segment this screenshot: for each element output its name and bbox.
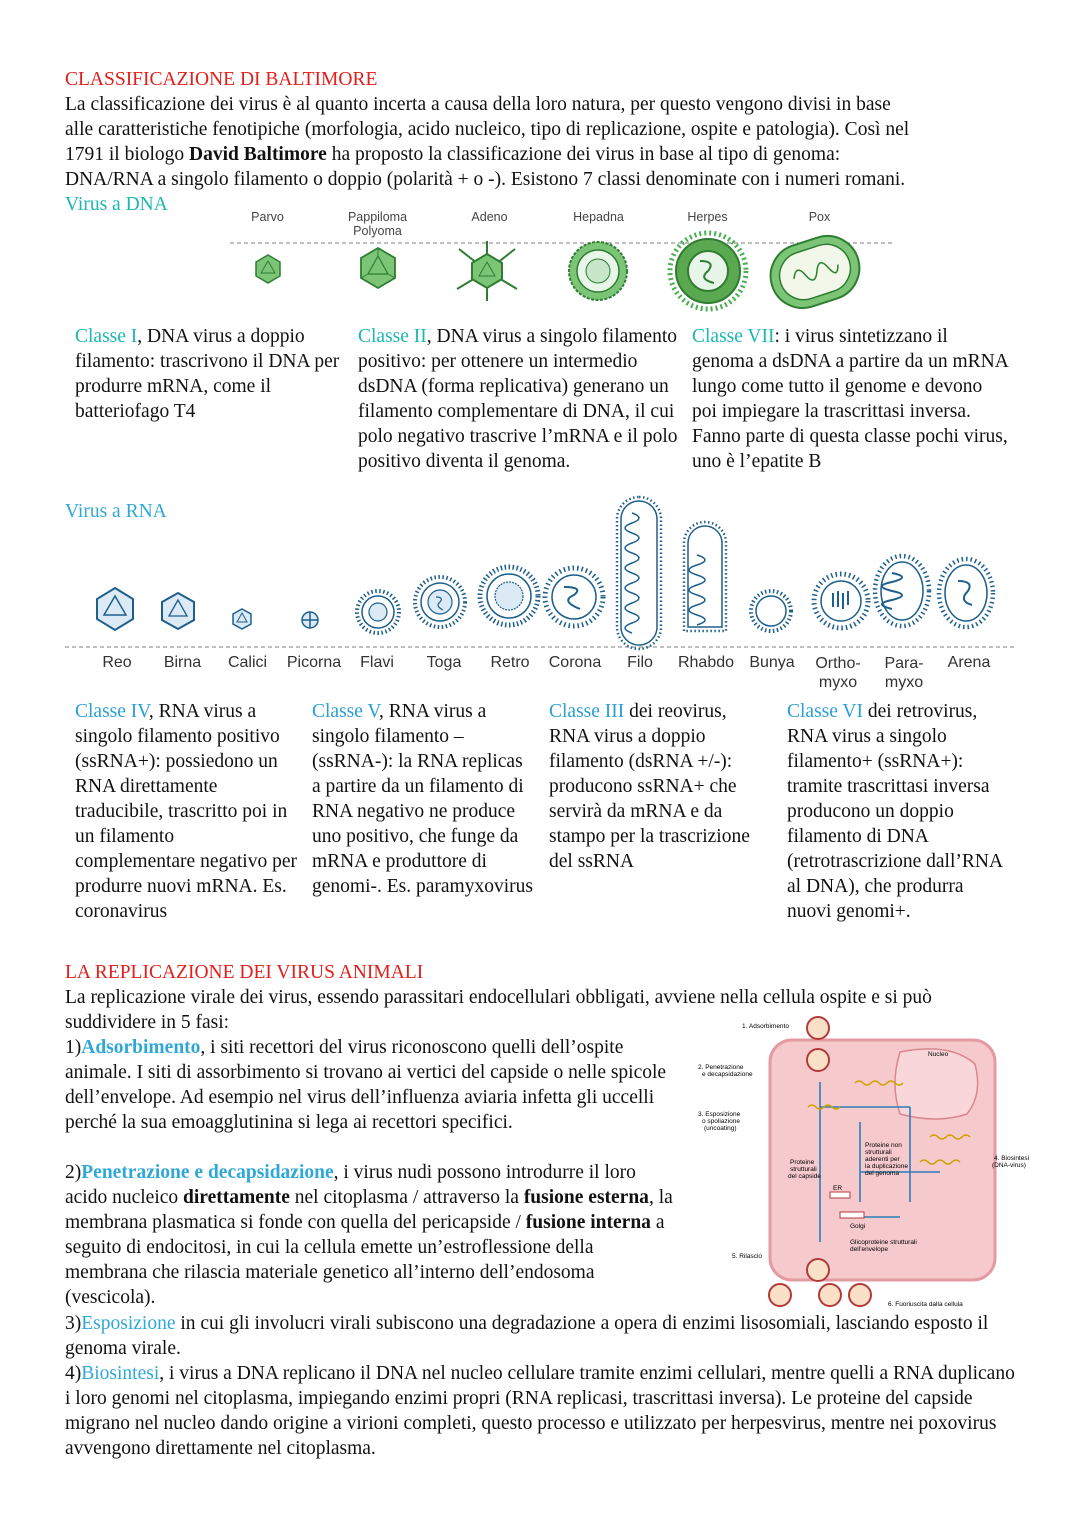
- bunya-virus-icon: [751, 591, 791, 631]
- class-II-block: [358, 324, 678, 474]
- replication-intro: La replicazione virale dei virus, essendo parassitari endocellulari obbligati, avviene nella cellula ospite e si può suddividere in 5 fasi:: [65, 987, 932, 1033]
- herpes-virus-icon: [670, 233, 746, 309]
- step-name: Biosintesi: [81, 1363, 160, 1384]
- class-text: , RNA virus a singolo filamento positivo (ssRNA+): possiedono un RNA direttamente traducibile, trascritto poi in un filamento complementare negativo per produrre nuovi mRNA. Es. coronavirus: [75, 701, 297, 922]
- class-name: Classe III: [549, 701, 625, 722]
- rna-virus-illustration: [60, 495, 1020, 655]
- class-text: , RNA virus a singolo filamento – (ssRNA-): la RNA replicas a partire da un filamento di RNA negativo ne produce uno positivo, che funge da mRNA e produttore di genomi-. Es. paramyxovirus: [312, 701, 533, 897]
- virion-icon: [819, 1284, 841, 1306]
- pox-virus-icon: [762, 228, 867, 317]
- family-label: Hepadna: [573, 210, 624, 224]
- step-text: , i virus a DNA replicano il DNA nel nucleo cellulare tramite enzimi cellulari, mentre quelli a RNA duplicano i loro genomi nel citoplasma, impiegando enzimi propri (RNA replicasi, trascrittasi inversa). Le proteine del capside migrano nel nucleo dando origine a virioni completi, questo processo e utilizzato per herpesvirus, mentre nei poxovirus avvengono direttamente nel citoplasma.: [65, 1363, 1015, 1459]
- step-3: [65, 1311, 1020, 1361]
- diagram-label: Proteine: [790, 1159, 815, 1166]
- diagram-label: 1. Adsorbimento: [742, 1023, 789, 1030]
- virion-icon: [807, 1259, 829, 1281]
- class-name: Classe II: [358, 326, 427, 347]
- retro-virus-icon: [480, 567, 538, 625]
- diagram-label: o spoliazione: [702, 1118, 740, 1125]
- calici-virus-icon: [233, 609, 251, 629]
- family-label-line: Para-: [884, 655, 924, 672]
- parvo-virus-icon: [256, 255, 280, 283]
- class-VI-block: [787, 699, 1009, 924]
- class-III-block: [549, 699, 771, 874]
- family-label: Retro: [490, 654, 530, 671]
- family-label: [808, 654, 868, 692]
- papilloma-virus-icon: [361, 248, 395, 288]
- diagram-label: 4. Biosintesi: [994, 1155, 1030, 1162]
- step-name: Adsorbimento: [81, 1037, 201, 1058]
- family-label: Picorna: [286, 654, 342, 671]
- reo-virus-icon: [97, 588, 133, 630]
- flavi-virus-icon: [357, 591, 399, 633]
- family-label: Birna: [163, 654, 202, 671]
- picorna-virus-icon: [302, 612, 318, 628]
- diagram-label: 3. Esposizione: [698, 1111, 741, 1118]
- diagram-label: Proteine non: [865, 1142, 902, 1149]
- adeno-virus-icon: [457, 241, 517, 301]
- diagram-label: del genoma: [865, 1170, 899, 1177]
- diagram-label: e decapsidazione: [702, 1071, 753, 1078]
- step-text: a seguito di endocitosi, in cui la cellula emette un’estroflessione della membrana che rilascia materiale genetico all’interno dell’endosoma (vescicola).: [65, 1212, 665, 1308]
- family-label: Reo: [102, 654, 132, 671]
- diagram-label: del capside: [788, 1173, 821, 1180]
- step-text: , i virus nudi possono introdurre il loro acido nucleico: [65, 1162, 636, 1208]
- step-number: 1): [65, 1037, 82, 1058]
- class-name: Classe V: [312, 701, 380, 722]
- step-name: Esposizione: [81, 1313, 176, 1334]
- intro-text: ha proposto la classificazione dei virus in base al tipo di genoma:: [326, 144, 841, 165]
- diagram-label: strutturali: [790, 1166, 817, 1173]
- family-label: Adeno: [471, 210, 508, 224]
- diagram-label: dell’envelope: [850, 1246, 888, 1253]
- step-text: , la membrana plasmatica si fonde con quella del pericapside /: [65, 1187, 673, 1233]
- class-VII-block: [692, 324, 1012, 474]
- class-name: Classe IV: [75, 701, 149, 722]
- step-text: nel citoplasma / attraverso la: [289, 1187, 524, 1208]
- step-number: 4): [65, 1363, 82, 1384]
- family-label: Herpes: [687, 210, 728, 224]
- family-label: Arena: [947, 654, 991, 671]
- diagram-label: strutturali: [865, 1149, 892, 1156]
- family-label: Filo: [627, 654, 653, 671]
- step-bold: fusione interna: [525, 1212, 651, 1233]
- class-text: : i virus sintetizzano il genoma a dsDNA a partire da un mRNA lungo come tutto il genome e devono poi impiegare la trascrittasi inversa. Fanno parte di questa classe pochi virus, uno è l’epatite B: [692, 326, 1008, 472]
- replication-title: LA REPLICAZIONE DEI VIRUS ANIMALI: [65, 962, 424, 983]
- step-number: 2): [65, 1162, 82, 1183]
- diagram-label: Nucleo: [928, 1051, 949, 1058]
- er-membrane: [830, 1192, 850, 1198]
- birna-virus-icon: [162, 593, 194, 629]
- virion-icon: [849, 1284, 871, 1306]
- diagram-label: aderenti per: [865, 1156, 900, 1163]
- diagram-label: ER: [833, 1185, 843, 1192]
- step-1: [65, 1035, 677, 1135]
- class-I-block: [75, 324, 345, 424]
- intro-line: [65, 142, 1025, 167]
- rna-heading: Virus a RNA: [65, 501, 167, 522]
- diagram-label: 6. Fuoriuscita dalla cellula: [888, 1301, 963, 1308]
- hepadna-virus-icon: [569, 242, 627, 300]
- nucleus: [895, 1049, 978, 1119]
- family-label-line: myxo: [818, 674, 858, 691]
- class-name: Classe VI: [787, 701, 864, 722]
- toga-virus-icon: [415, 577, 465, 627]
- class-text: , DNA virus a doppio filamento: trascrivono il DNA per produrre mRNA, come il batteriofago T4: [75, 326, 340, 422]
- class-name: Classe VII: [692, 326, 775, 347]
- diagram-label: Golgi: [850, 1223, 866, 1230]
- step-2: [65, 1160, 677, 1310]
- step-4: [65, 1361, 1020, 1461]
- virion-icon: [769, 1284, 791, 1306]
- virion-icon: [807, 1017, 829, 1039]
- arena-virus-icon: [939, 559, 993, 627]
- family-label-line: Pappiloma: [347, 210, 408, 224]
- page-title: CLASSIFICAZIONE DI BALTIMORE: [65, 69, 378, 90]
- paramyxo-virus-icon: [875, 556, 929, 626]
- class-IV-block: [75, 699, 297, 924]
- family-label: [876, 654, 932, 692]
- orthomyxo-virus-icon: [814, 574, 868, 628]
- intro-line: La classificazione dei virus è al quanto incerta a causa della loro natura, per questo vengono divisi in base: [65, 94, 891, 115]
- step-bold: fusione esterna: [523, 1187, 649, 1208]
- intro-line: DNA/RNA a singolo filamento o doppio (polarità + o -). Esistono 7 classi denominate con i numeri romani.: [65, 169, 906, 190]
- golgi-membrane: [840, 1212, 864, 1218]
- family-label: Bunya: [749, 654, 795, 671]
- diagram-label: 2. Penetrazione: [698, 1064, 744, 1071]
- step-name: Penetrazione e decapsidazione: [81, 1162, 334, 1183]
- dna-virus-illustration: [225, 228, 905, 323]
- family-label-line: myxo: [884, 674, 924, 691]
- intro-paragraph: [65, 92, 1025, 192]
- diagram-label: Glicoproteine strutturali: [850, 1239, 917, 1246]
- dna-heading: Virus a DNA: [65, 194, 168, 215]
- family-label: Rhabdo: [677, 654, 735, 671]
- intro-text: 1791 il biologo: [65, 144, 190, 165]
- diagram-label: la duplicazione: [865, 1163, 909, 1170]
- family-label: Pox: [808, 210, 831, 224]
- family-label: Calici: [227, 654, 268, 671]
- class-V-block: [312, 699, 534, 899]
- replication-cycle-diagram: [690, 1012, 1030, 1312]
- class-text: , DNA virus a singolo filamento positivo: per ottenere un intermedio dsDNA (forma replicativa) generano un filamento complementare di DNA, il cui polo negativo trascrive l’mRNA e il polo positivo diventa il genoma.: [358, 326, 678, 472]
- step-text: in cui gli involucri virali subiscono una degradazione a opera di enzimi lisosomiali, lasciando esposto il genoma virale.: [65, 1313, 989, 1359]
- diagram-label: 5. Rilascio: [732, 1253, 762, 1260]
- family-label: Corona: [548, 654, 602, 671]
- intro-line: alle caratteristiche fenotipiche (morfologia, acido nucleico, tipo di replicazione, ospite e patologia). Così nel: [65, 119, 910, 140]
- class-text: dei retrovirus, RNA virus a singolo filamento+ (ssRNA+): tramite trascrittasi inversa producono un doppio filamento di DNA (retrotrascrizione dall’RNA al DNA), che produrra nuovi genomi+.: [787, 701, 1002, 922]
- family-label: Toga: [426, 654, 462, 671]
- filo-virus-icon: [617, 497, 661, 649]
- diagram-label: (uncoating): [704, 1125, 737, 1132]
- corona-virus-icon: [545, 568, 603, 626]
- family-label: Flavi: [360, 654, 394, 671]
- intro-bold-name: David Baltimore: [189, 144, 327, 165]
- family-label-line: Polyoma: [353, 224, 402, 238]
- step-text: , i siti recettori del virus riconoscono quelli dell’ospite animale. I siti di assorbimento si trovano ai vertici del capside o nelle spicole dell’envelope. Ad esempio nel virus dell’influenza aviaria infetta gli uccelli perché la sua emoagglutinina si lega ai recettori specifici.: [65, 1037, 667, 1133]
- virion-icon: [807, 1049, 829, 1071]
- family-label: Parvo: [251, 210, 284, 224]
- rhabdo-virus-icon: [684, 522, 726, 631]
- diagram-label: (DNA-virus): [992, 1162, 1026, 1169]
- step-bold: direttamente: [183, 1187, 290, 1208]
- class-name: Classe I: [75, 326, 138, 347]
- class-text: dei reovirus, RNA virus a doppio filamento (dsRNA +/-): producono ssRNA+ che servirà da mRNA e da stampo per la trascrizione del ssRNA: [549, 701, 750, 872]
- family-label-line: Ortho-: [815, 655, 861, 672]
- step-number: 3): [65, 1313, 82, 1334]
